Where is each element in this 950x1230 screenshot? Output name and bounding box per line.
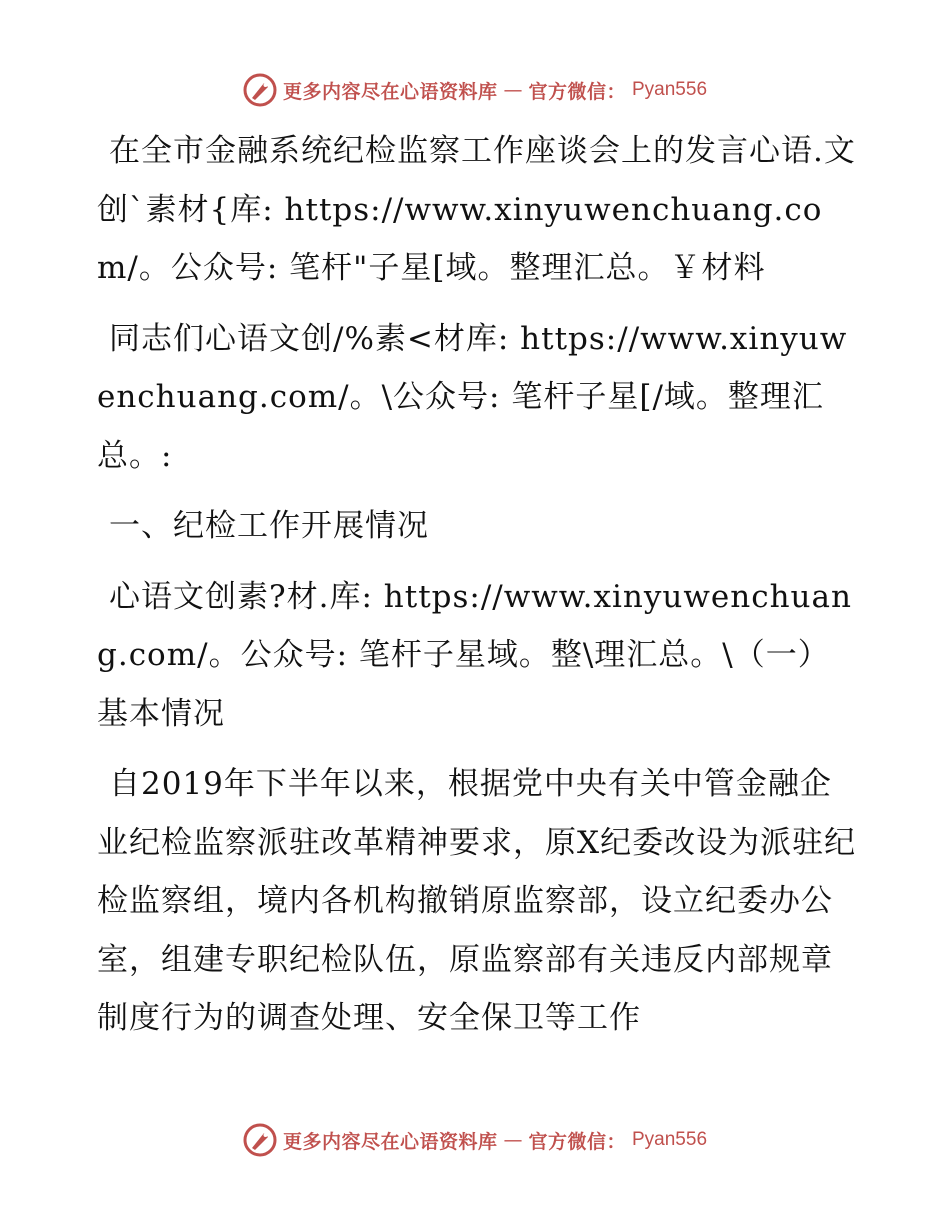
title-paragraph: 在全市金融系统纪检监察工作座谈会上的发言心语.文创`素材{库: https://www.xinyuwenchuang.com/。公众号: 笔杆"子星[域。整理汇总。￥材料 xyxy=(97,133,856,286)
pen-nib-logo-icon xyxy=(243,73,277,107)
banner-text: 更多内容尽在心语资料库 xyxy=(282,1130,498,1153)
document-body xyxy=(97,122,857,1048)
header-watermark-banner xyxy=(0,70,950,110)
banner-separator: — xyxy=(503,1129,523,1151)
greeting-paragraph: 同志们心语文创/%素<材库: https://www.xinyuwenchuang.com/。\公众号: 笔杆子星[/域。整理汇总。: xyxy=(97,320,848,474)
section-heading: 一、纪检工作开展情况 xyxy=(109,508,429,544)
subsection-paragraph: 心语文创素?材.库: https://www.xinyuwenchuang.com/。公众号: 笔杆子星域。整\理汇总。\（一）基本情况 xyxy=(97,578,852,732)
banner-separator: — xyxy=(503,79,523,101)
body-paragraph: 自2019年下半年以来，根据党中央有关中管金融企业纪检监察派驻改革精神要求，原X纪委改设为派驻纪检监察组，境内各机构撤销原监察部，设立纪委办公室，组建专职纪检队伍，原监察部有关违反内部规章制度行为的调查处理、安全保卫等工作 xyxy=(97,766,857,1036)
banner-wechat-id: Pyan556 xyxy=(632,1129,708,1150)
banner-label: 官方微信： xyxy=(528,80,626,103)
banner-text: 更多内容尽在心语资料库 xyxy=(282,80,498,103)
banner-wechat-id: Pyan556 xyxy=(632,79,708,100)
banner-label: 官方微信： xyxy=(528,1130,626,1153)
pen-nib-logo-icon xyxy=(243,1123,277,1157)
footer-watermark-banner xyxy=(0,1120,950,1160)
